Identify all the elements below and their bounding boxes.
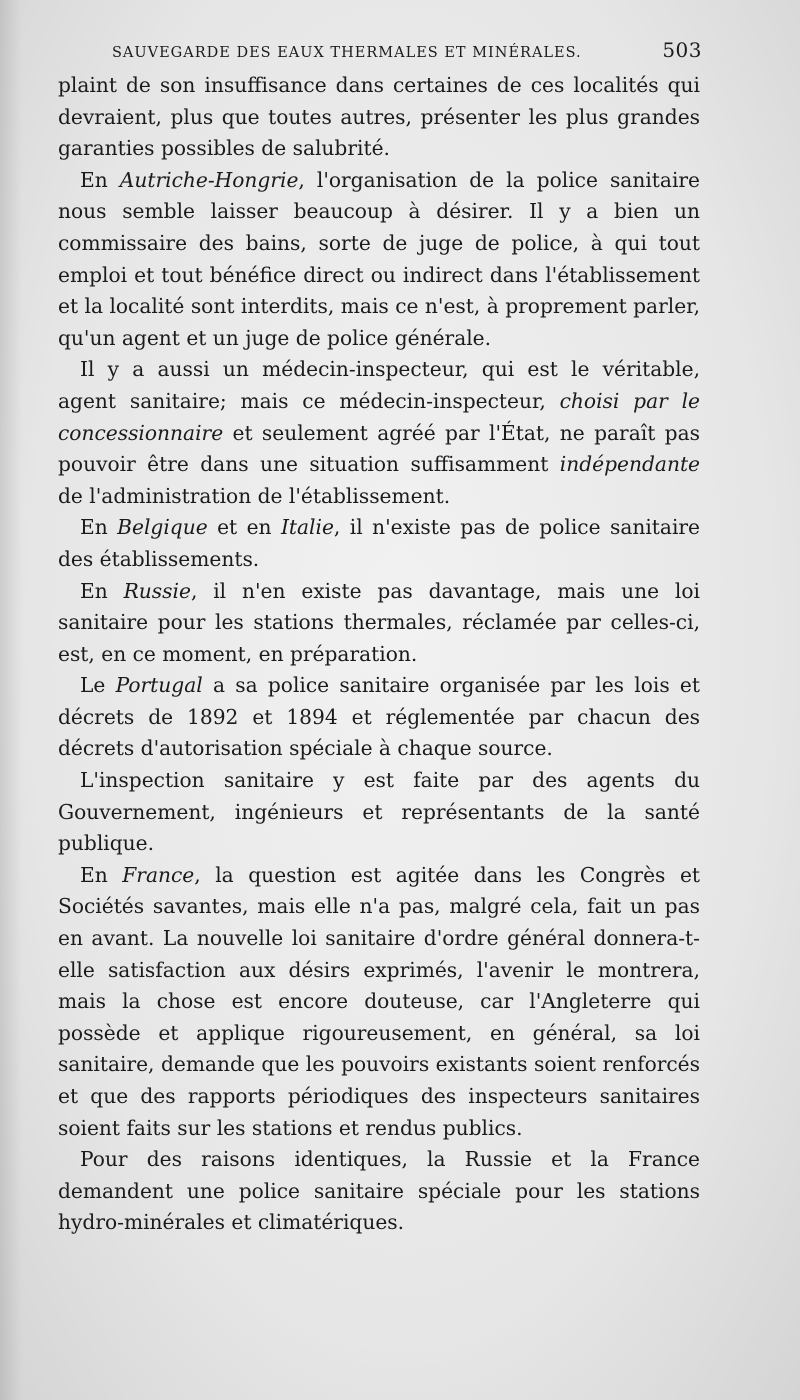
paragraph <box>58 512 700 575</box>
text-run: En <box>80 167 120 192</box>
text-run: et seulement agréé par l'État, ne paraît pas pouvoir être dans une situation suffisamment <box>58 420 700 477</box>
paragraph <box>58 70 700 165</box>
italic-text: choisi par le concessionnaire <box>58 388 700 445</box>
paragraph <box>58 765 700 860</box>
paragraph <box>58 165 700 355</box>
text-run: , l'organisation de la police sanitaire nous semble laisser beaucoup à désirer. Il y a bien un commissaire des bains, sorte de juge de police, à qui tout emploi et tout bénéfice direct ou indirect dans l'établissement et la localité sont interdits, mais ce n'est, à proprement parler, qu'un agent et un juge de police générale. <box>58 167 701 350</box>
paragraph <box>58 860 700 1144</box>
paragraph <box>58 1144 700 1239</box>
page-edge-shadow <box>0 0 22 1400</box>
italic-text: indépendante <box>559 452 700 477</box>
text-run: de l'administration de l'établissement. <box>58 483 451 508</box>
text-run: En <box>80 578 124 603</box>
paragraph <box>58 576 700 671</box>
text-run: Il y a aussi un médecin-inspecteur, qui est le véritable, agent sanitaire; mais ce médecin-inspecteur, <box>58 357 700 413</box>
italic-text: Italie <box>280 515 334 540</box>
text-run: En <box>80 862 123 887</box>
paragraph <box>58 354 700 512</box>
text-run: L'inspection sanitaire y est faite par des agents du Gouvernement, ingénieurs et représentants de la santé publique. <box>58 768 700 856</box>
text-run: Le <box>80 673 116 698</box>
page-number: 503 <box>662 38 702 62</box>
paragraph <box>58 670 700 765</box>
text-run: , il n'existe pas de police sanitaire des établissements. <box>58 515 701 571</box>
running-header <box>112 38 702 62</box>
text-run: , la question est agitée dans les Congrès et Sociétés savantes, mais elle n'a pas, malgré cela, fait un pas en avant. La nouvelle loi sanitaire d'ordre général donnera-t-elle satisfaction aux désirs exprimés, l'avenir le montrera, mais la chose est encore douteuse, car l'Angleterre qui possède et applique rigoureusement, en général, sa loi sanitaire, demande que les pouvoirs existants soient renforcés et que des rapports périodiques des inspecteurs sanitaires soient faits sur les stations et rendus publics. <box>58 862 700 1140</box>
italic-text: Belgique <box>117 515 208 540</box>
text-run: a sa police sanitaire organisée par les lois et décrets de 1892 et 1894 et réglementée par chacun des décrets d'autorisation spéciale à chaque source. <box>58 673 700 761</box>
text-run: et en <box>207 515 281 540</box>
italic-text: Autriche-Hongrie <box>119 167 299 192</box>
italic-text: Russie <box>123 578 191 603</box>
running-title: SAUVEGARDE DES EAUX THERMALES ET MINÉRALES. <box>112 45 582 61</box>
text-run: En <box>80 515 118 540</box>
text-run: Pour des raisons identiques, la Russie et la France demandent une police sanitaire spéciale pour les stations hydro-minérales et climatériques. <box>58 1147 700 1235</box>
italic-text: Portugal <box>115 673 203 698</box>
text-run: , il n'en existe pas davantage, mais une loi sanitaire pour les stations thermales, réclamée par celles-ci, est, en ce moment, en préparation. <box>58 578 701 666</box>
text-run: plaint de son insuffisance dans certaines de ces localités qui devraient, plus que toutes autres, présenter les plus grandes garanties possibles de salubrité. <box>58 73 700 161</box>
italic-text: France <box>122 862 195 887</box>
body-text <box>58 70 700 1239</box>
